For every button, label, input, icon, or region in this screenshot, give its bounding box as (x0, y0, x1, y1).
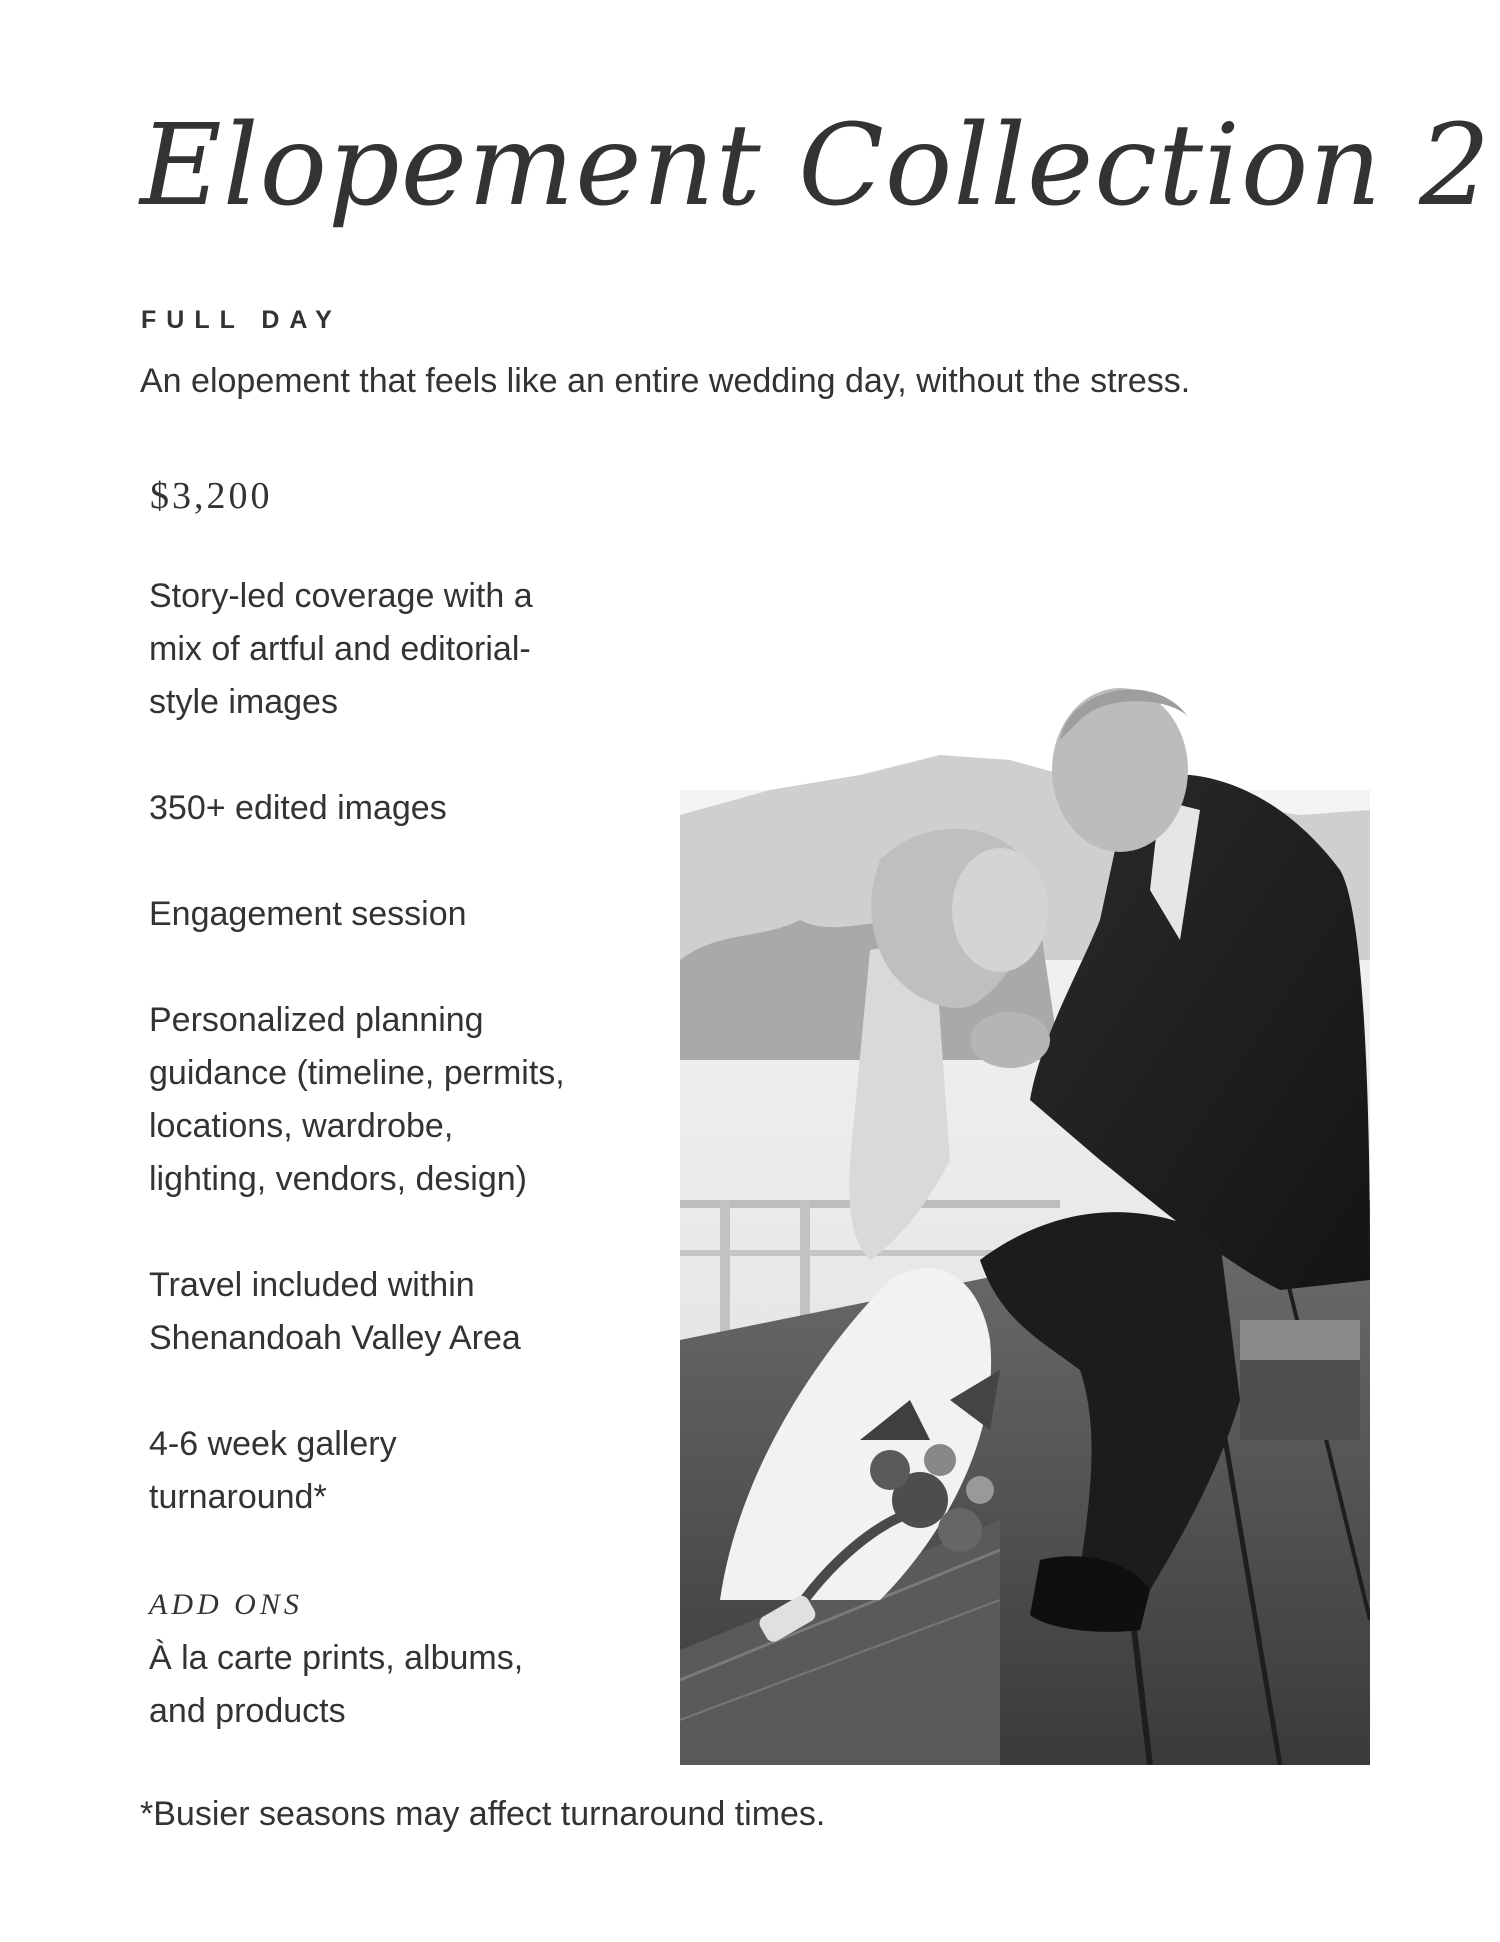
feature-list (149, 570, 709, 1577)
collection-tagline: An elopement that feels like an entire wedding day, without the stress. (140, 362, 1191, 400)
feature-item-travel: Travel included within Shenandoah Valley Area (149, 1266, 521, 1357)
feature-item-turnaround: 4-6 week gallery turnaround* (149, 1425, 397, 1516)
addons-heading: ADD ONS (149, 1588, 303, 1621)
addons-text: À la carte prints, albums, and products (149, 1639, 524, 1730)
couple-photo (680, 640, 1370, 1765)
collection-eyebrow: FULL DAY (141, 306, 342, 334)
feature-item-planning: Personalized planning guidance (timeline, permits, locations, wardrobe, lighting, vendors, design) (149, 1001, 565, 1198)
feature-item-engagement: Engagement session (149, 895, 467, 933)
page-title: Elopement Collection 2 (140, 101, 1492, 231)
feature-item-images: 350+ edited images (149, 789, 447, 827)
footnote: *Busier seasons may affect turnaround times. (140, 1795, 826, 1833)
feature-item-coverage: Story-led coverage with a mix of artful and editorial- style images (149, 577, 533, 721)
price: $3,200 (150, 475, 273, 517)
